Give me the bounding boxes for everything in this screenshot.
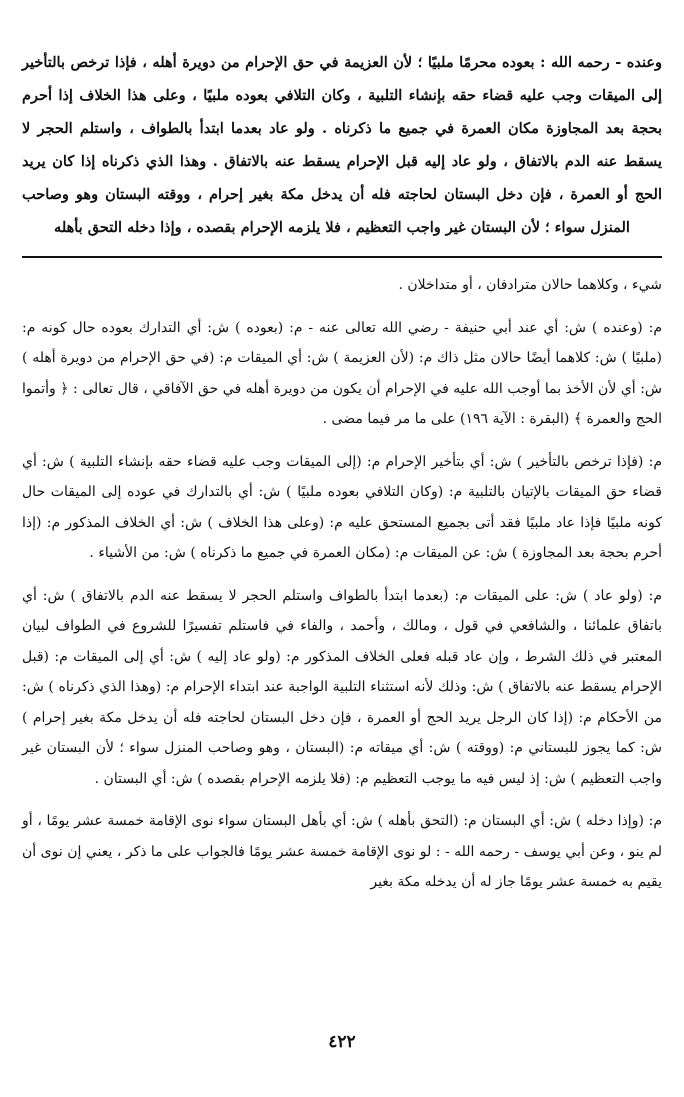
page-body [22,46,662,910]
commentary-paragraph: م: (وعنده ) ش: أي عند أبي حنيفة - رضي الله تعالى عنه - م: (بعوده ) ش: أي التدارك بعوده حال كونه م: (ملبيًا ) ش: كلاهما أيضًا حالان مثل ذاك م: (لأن العزيمة ) ش: أي الميقات م: (في حق الإحرام من دويرة أهله ) ش: أي لأن الأخذ بما أوجب الله عليه في الإحرام أن يكون من دويرة أهله في حق الآفاقي ، قال تعالى : ﴿ وأتموا الحج والعمرة ﴾ (البقرة : الآية ١٩٦) على ما مر فيما مضى . [22,319,662,427]
commentary-paragraph: شيء ، وكلاهما حالان مترادفان ، أو متداخلان . [398,277,662,293]
commentary-paragraph: م: (ولو عاد ) ش: على الميقات م: (بعدما ابتدأ بالطواف واستلم الحجر لا يسقط عنه الدم بالاتفاق ) ش: أي باتفاق علمائنا ، والشافعي في قول ، ومالك ، وأحمد ، والفاء في فاستلم تفسيرًا للشروع في الطواف لبيان المعتبر في ذلك الشرط ، وإن عاد قبله فعلى الخلاف المذكور م: (ولو عاد إليه ) ش: أي إلى الميقات م: (قبل الإحرام يسقط عنه بالاتفاق ) ش: وذلك لأنه استثناء التلبية الواجبة عند ابتداء الإحرام م: (وهذا الذي ذكرناه ) ش: من الأحكام م: (إذا كان الرجل يريد الحج أو العمرة ، فإن دخل البستان لحاجته فله أن يدخل مكة بغير إحرام ) ش: كما يجوز للبستاني م: (ووقته ) ش: أي ميقاته م: (البستان ، وهو وصاحب المنزل سواء ؛ لأن البستان غير واجب التعظيم ) ش: إذ ليس فيه ما يوجب التعظيم م: (فلا يلزمه الإحرام بقصده ) ش: أي البستان . [22,587,662,787]
separator-rule [22,256,662,258]
main-text-paragraph: وعنده - رحمه الله : بعوده محرمًا ملبيًا ؛ لأن العزيمة في حق الإحرام من دويرة أهله ، فإذا ترخص بالتأخير إلى الميقات وجب عليه قضاء حقه بإنشاء التلبية ، وكان التلافي بعوده ملبيًا ، وعلى هذا الخلاف إذا أحرم بحجة بعد المجاوزة مكان العمرة في جميع ما ذكرناه . ولو عاد بعدما ابتدأ بالطواف ، واستلم الحجر لا يسقط عنه الدم بالاتفاق ، ولو عاد إليه قبل الإحرام يسقط عنه بالاتفاق . وهذا الذي ذكرناه إذا كان يريد الحج أو العمرة ، فإن دخل البستان لحاجته فله أن يدخل مكة بغير إحرام ، ووقته البستان وهو وصاحب المنزل سواء ؛ لأن البستان غير واجب التعظيم ، فلا يلزمه الإحرام بقصده ، وإذا دخله التحق بأهله [22,54,662,236]
commentary [22,270,662,898]
commentary-paragraph: م: (وإذا دخله ) ش: أي البستان م: (التحق بأهله ) ش: أي بأهل البستان سواء نوى الإقامة خمسة عشر يومًا ، أو لم ينو ، وعن أبي يوسف - رحمه الله - : لو نوى الإقامة خمسة عشر يومًا فالجواب على ما ذكر ، يعني إن نوى أن يقيم به خمسة عشر يومًا جاز له أن يدخله مكة بغير [22,813,662,890]
page-number: ٤٢٢ [328,1032,356,1052]
main-text [22,46,662,244]
commentary-paragraph: م: (فإذا ترخص بالتأخير ) ش: أي بتأخير الإحرام م: (إلى الميقات وجب عليه قضاء حقه بإنشاء التلبية ) ش: أي قضاء حق الميقات بالإتيان بالتلبية م: (وكان التلافي بعوده ملبيًا ) ش: أي بالتدارك في عوده إلى الميقات حال كونه ملبيًا فإذا عاد ملبيًا فقد أتى بجميع المستحق عليه م: (وعلى هذا الخلاف ) ش: أي الخلاف المذكور م: (إذا أحرم بحجة بعد المجاوزة ) ش: عن الميقات م: (مكان العمرة في جميع ما ذكرناه ) ش: من الأشياء . [22,453,662,561]
